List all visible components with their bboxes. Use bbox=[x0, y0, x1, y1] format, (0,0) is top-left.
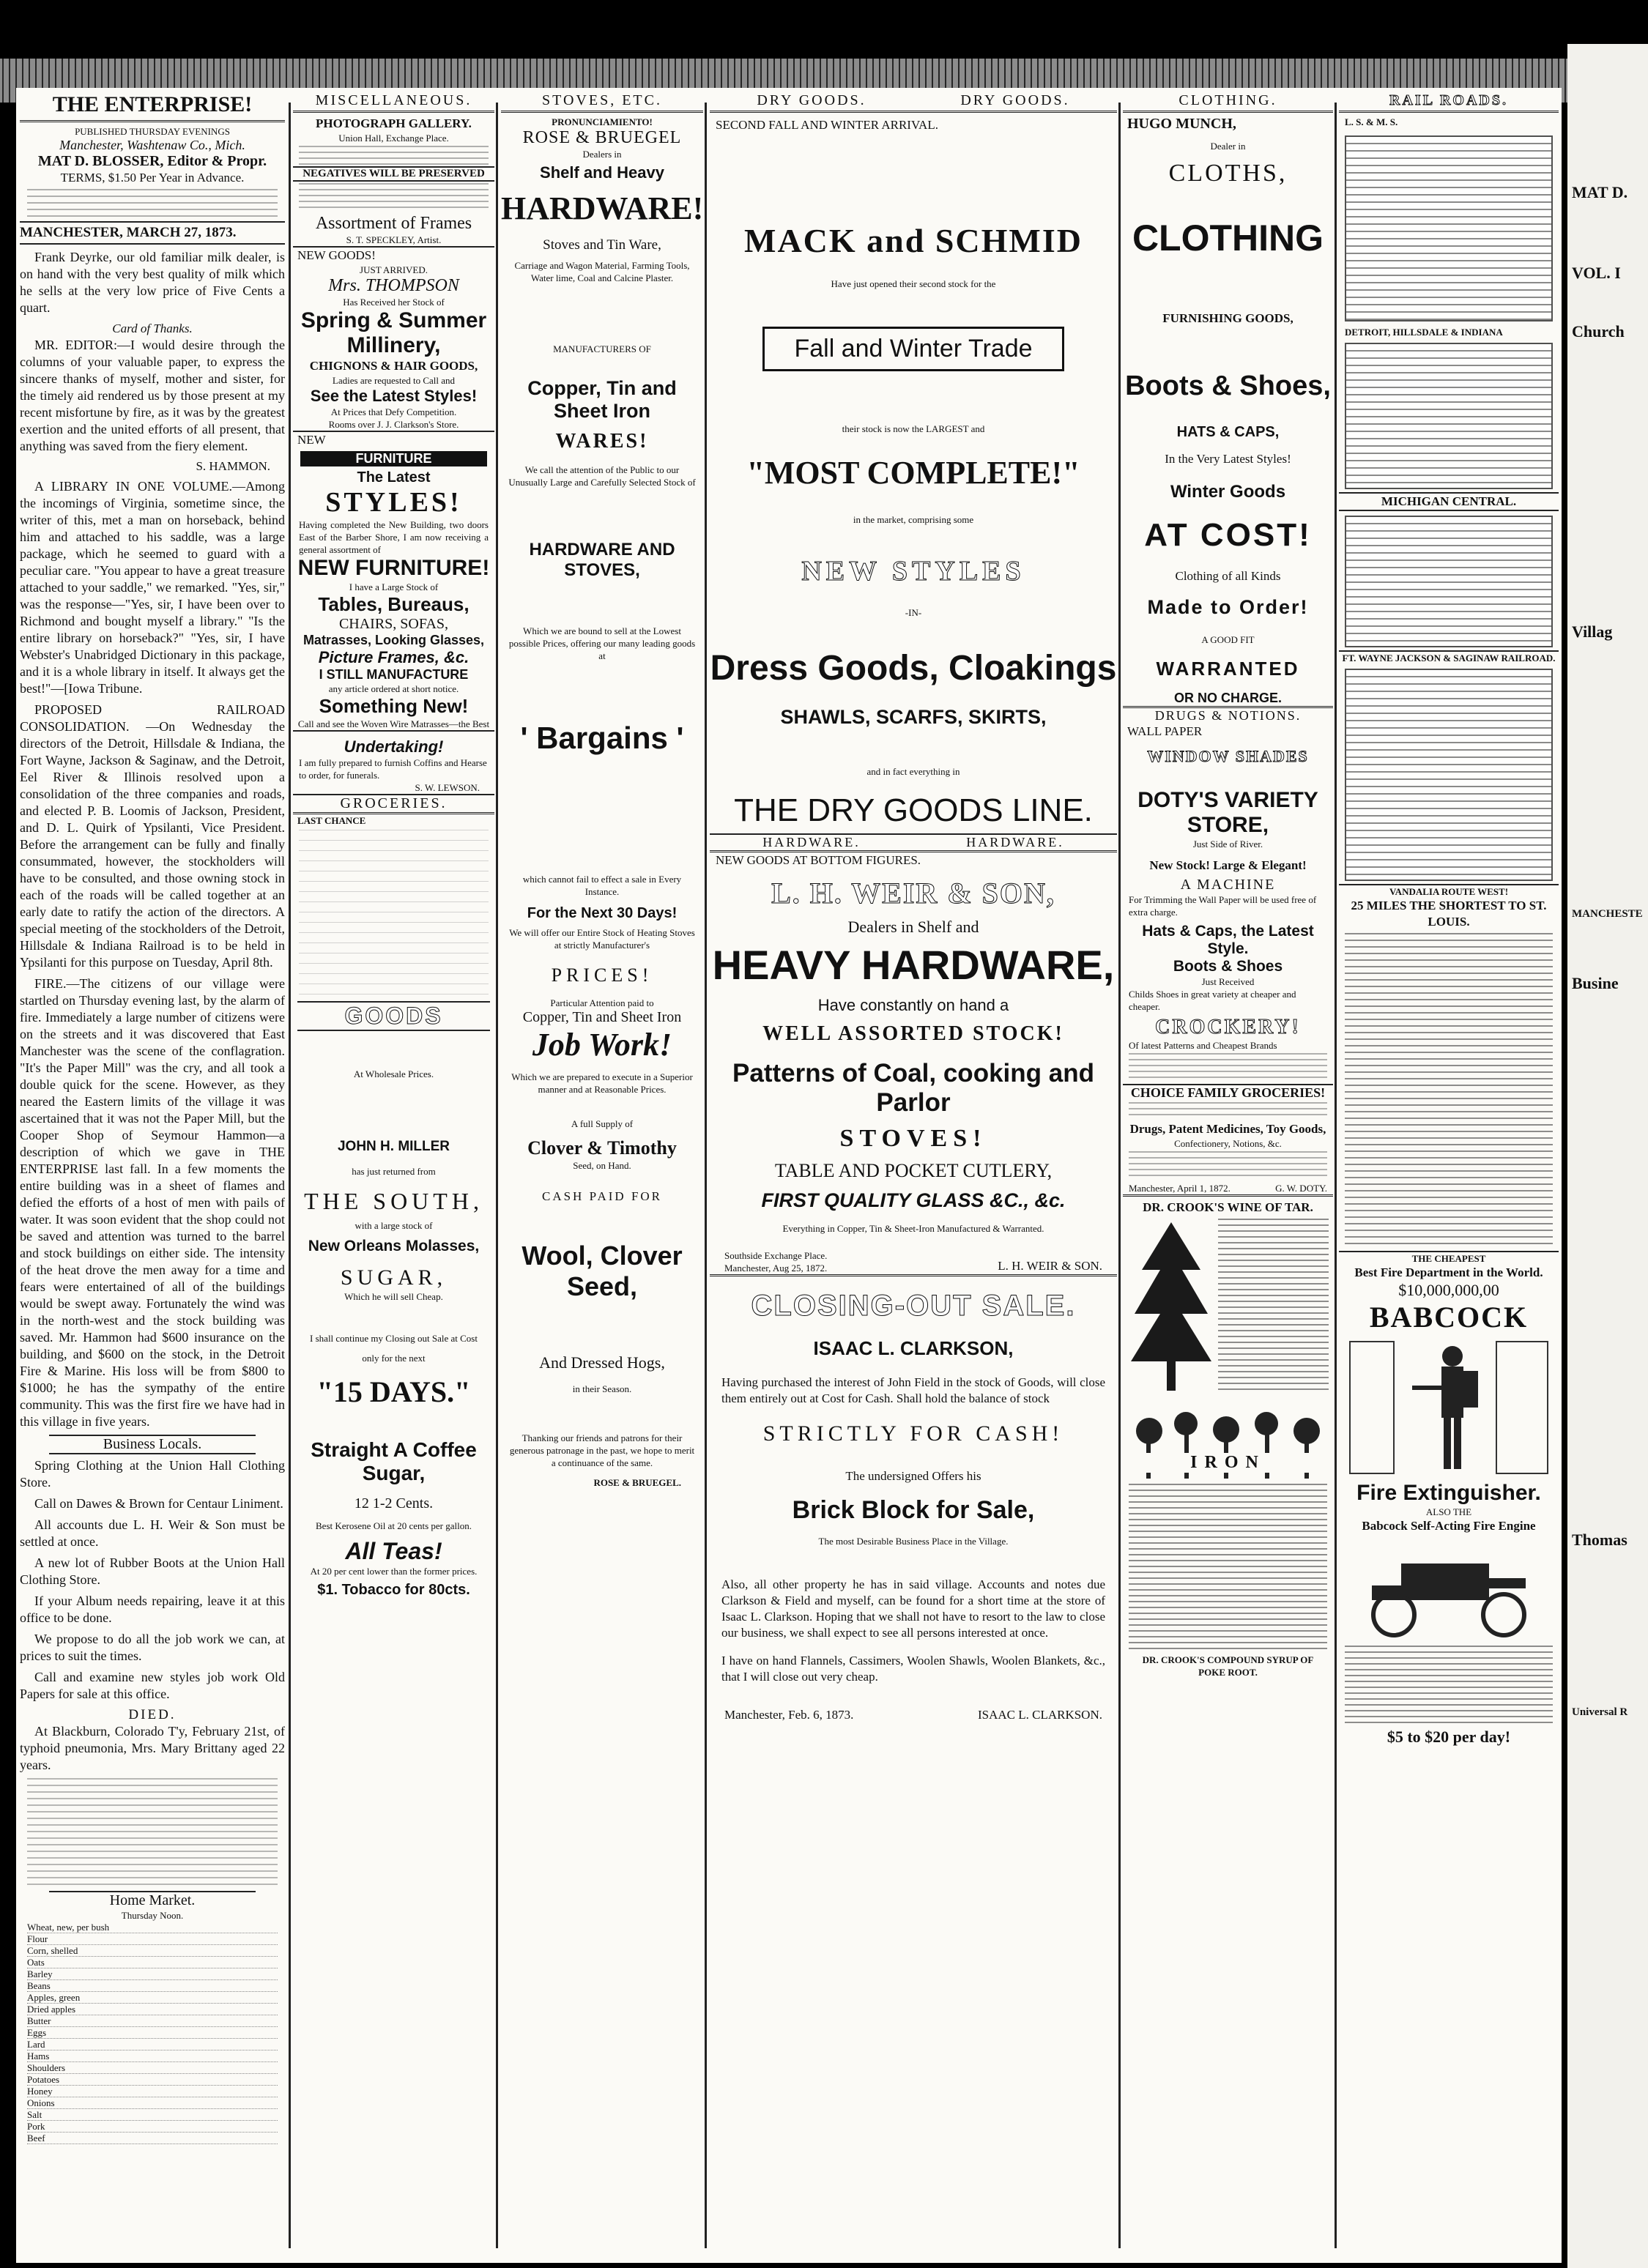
best-fire-dept: Best Fire Department in the World. bbox=[1354, 1265, 1543, 1279]
any-article: any article ordered at short notice. bbox=[328, 683, 459, 694]
fire-extinguisher: Fire Extinguisher. bbox=[1356, 1481, 1541, 1505]
died-head: DIED. bbox=[128, 1707, 177, 1722]
shawls-line: SHAWLS, SCARFS, SKIRTS, bbox=[780, 706, 1047, 728]
patterns-line: Patterns of Coal, cooking and Parlor bbox=[732, 1059, 1094, 1117]
lsms-timetable bbox=[1339, 128, 1559, 326]
confectionery: Confectionery, Notions, &c. bbox=[1174, 1138, 1282, 1149]
clothing-header: CLOTHING. bbox=[1123, 88, 1333, 113]
engine-fineprint bbox=[1345, 1646, 1553, 1726]
weir-place-date bbox=[724, 1249, 827, 1274]
iron-fineprint bbox=[1129, 1484, 1327, 1652]
weir-son: L. H. WEIR & SON, bbox=[771, 877, 1055, 910]
negatives-line: NEGATIVES WILL BE PRESERVED bbox=[293, 166, 494, 182]
home-market-sub: Thursday Noon. bbox=[121, 1910, 184, 1921]
hardware-title: HARDWARE! bbox=[501, 190, 703, 226]
everything-in: and in fact everything in bbox=[866, 766, 960, 777]
pine-tree-illustration bbox=[1127, 1219, 1215, 1394]
something-new: Something New! bbox=[319, 695, 469, 717]
clarkson-name: ISAAC L. CLARKSON, bbox=[813, 1337, 1014, 1359]
most-complete: "MOST COMPLETE!" bbox=[746, 455, 1080, 491]
market-item: Barley bbox=[27, 1968, 278, 1980]
dry-goods-line: THE DRY GOODS LINE. bbox=[734, 792, 1093, 828]
last-chance: LAST CHANCE bbox=[297, 815, 366, 826]
market-item: Onions bbox=[27, 2097, 278, 2109]
latest-patterns: Of latest Patterns and Cheapest Brands bbox=[1129, 1040, 1277, 1051]
picture-frames-line: Picture Frames, &c. bbox=[318, 648, 469, 666]
ftwayne-table-grid bbox=[1345, 669, 1553, 881]
engine-illustration-box bbox=[1339, 1534, 1559, 1644]
column-clothing bbox=[1123, 88, 1333, 2219]
furniture-banner: FURNITURE bbox=[300, 451, 487, 466]
publication-line: PUBLISHED THURSDAY EVENINGS bbox=[75, 126, 230, 137]
column-enterprise bbox=[20, 88, 285, 2219]
business-locals-head: Business Locals. bbox=[49, 1435, 256, 1454]
drygoods-header bbox=[710, 88, 1117, 113]
railroads-header: RAIL ROADS. bbox=[1339, 88, 1559, 113]
frames-line: Assortment of Frames bbox=[315, 214, 472, 233]
manufacturers-of: MANUFACTURERS OF bbox=[553, 343, 651, 354]
continue-line: I shall continue my Closing out Sale at Cost bbox=[310, 1333, 478, 1344]
local-3: All accounts due L. H. Weir & Son must be settled at once. bbox=[20, 1517, 285, 1549]
at-cost: AT COST! bbox=[1144, 517, 1312, 553]
shelf-heavy: Shelf and Heavy bbox=[540, 163, 664, 182]
news-fire: FIRE.—The citizens of our village were startled on Thursday evening last, by the alarm of fire. Immediately a large number of citizens were on the streets and it was discovered that East Manchester was the scene of the conflagration. "It's the Paper Mill" was the cry, and all took a double quick for the scene. However, as they neared the Eastern limits of the village it was ascertained that it was not the Paper Mill, but the Cooper Shop of Seymour Hammon—a description of which we gave in THE ENTERPRISE last fall. In a few moments the entire building was in a sheet of flames and defied the efforts of a host of men with pails of water. It was soon evident that the shop could not be saved and attention was turned to the barrel and stock buildings on either side. The intensity of the heat drove the men away for a time and fears were entertained of all of the buildings would be swept away. Fortunately the wind was in the north-west and the stock building was saved. Mr. Hammon had $600 insurance on the building, and $600 on the stock, in the Detroit Fire & Marine. His loss will be from $800 to $1000; he has the sympathy of the entire community. This was the first fire we have had in this village in five years. bbox=[20, 976, 285, 1429]
drygoods-header-right: DRY GOODS. bbox=[960, 92, 1070, 108]
stoves-tinware: Stoves and Tin Ware, bbox=[543, 237, 661, 253]
undertaking-text: I am fully prepared to furnish Coffins and Hearse to order, for funerals. bbox=[299, 757, 487, 781]
local-7: Call and examine new styles job work Old Papers for sale at this office. bbox=[20, 1670, 285, 1701]
boots-shoes-2: Boots & Shoes bbox=[1173, 958, 1283, 975]
hats-caps-latest: Hats & Caps, the Latest Style. bbox=[1142, 923, 1314, 957]
bargains-title: ' Bargains ' bbox=[520, 721, 684, 755]
market-item: Shoulders bbox=[27, 2062, 278, 2074]
attention-text: We call the attention of the Public to our Unusually Large and Carefully Selected Stock of bbox=[508, 464, 696, 488]
clarkson-date: Manchester, Feb. 6, 1873. bbox=[724, 1708, 854, 1722]
dealer-in: Dealer in bbox=[1210, 141, 1246, 152]
dealers-shelf: Dealers in Shelf and bbox=[847, 918, 979, 936]
weir-date: Manchester, Aug 25, 1872. bbox=[724, 1263, 828, 1274]
weir-signature: L. H. WEIR & SON. bbox=[998, 1259, 1102, 1273]
choice-groceries: CHOICE FAMILY GROCERIES! bbox=[1123, 1084, 1333, 1101]
home-market-head: Home Market. bbox=[49, 1891, 256, 1909]
column-dry-goods bbox=[710, 88, 1117, 2219]
hugo-munch: HUGO MUNCH, bbox=[1127, 116, 1236, 132]
new-furniture-title: NEW FURNITURE! bbox=[297, 556, 490, 580]
price-per-day: $5 to $20 per day! bbox=[1387, 1728, 1511, 1746]
iron-illustration bbox=[1127, 1402, 1329, 1482]
large-stock: I have a Large Stock of bbox=[349, 581, 439, 592]
hardware-right: HARDWARE. bbox=[966, 835, 1064, 849]
crooks-wine-title: DR. CROOK'S WINE OF TAR. bbox=[1143, 1200, 1313, 1214]
having-purchased: Having purchased the interest of John Field in the stock of Goods, will close them entirely out at Cost for Cash. Shall hold the balance of stock bbox=[721, 1375, 1105, 1405]
drugs-notions: DRUGS & NOTIONS. bbox=[1154, 708, 1302, 723]
full-supply: A full Supply of bbox=[571, 1118, 634, 1129]
market-list bbox=[20, 1922, 285, 2144]
cheapest-line: THE CHEAPEST bbox=[1339, 1251, 1559, 1265]
wares-title: WARES! bbox=[555, 430, 649, 453]
closing-out-sale: CLOSING-OUT SALE. bbox=[751, 1290, 1076, 1322]
bound-text: Which we are bound to sell at the Lowest possible Prices, offering our many leading goods at bbox=[508, 625, 696, 661]
newspaper-sheet bbox=[16, 88, 1562, 2263]
rooms-line: Rooms over J. J. Clarkson's Store. bbox=[293, 418, 494, 432]
received-stock: Has Received her Stock of bbox=[343, 297, 445, 308]
central-table-grid bbox=[1345, 516, 1553, 647]
copper-tin: Copper, Tin and Sheet Iron bbox=[527, 377, 677, 422]
all-teas: All Teas! bbox=[345, 1538, 442, 1564]
negatives-fineprint bbox=[299, 183, 489, 212]
made-to-order: Made to Order! bbox=[1147, 596, 1309, 618]
also-the: ALSO THE bbox=[1425, 1506, 1472, 1517]
goods-title: GOODS bbox=[297, 1001, 490, 1031]
side-of-river: Just Side of River. bbox=[1192, 839, 1263, 849]
adjacent-text: Busine bbox=[1572, 974, 1619, 992]
latest-styles-line: See the Latest Styles! bbox=[310, 387, 478, 405]
market-item: Flour bbox=[27, 1933, 278, 1945]
news-milk: Frank Deyrke, our old familiar milk dealer, is on hand with the very best quality of milk which he sells at the very low price of Five Cents a quart. bbox=[20, 250, 285, 315]
adjacent-text: MAT D. bbox=[1572, 183, 1628, 201]
market-item: Eggs bbox=[27, 2027, 278, 2039]
ladies-line: Ladies are requested to Call and bbox=[332, 375, 456, 386]
market-item: Wheat, new, per bush bbox=[27, 1922, 278, 1933]
card-of-thanks-head: Card of Thanks. bbox=[112, 321, 193, 335]
hats-caps: HATS & CAPS, bbox=[1176, 424, 1280, 440]
hardware-subheader bbox=[710, 833, 1117, 852]
second-arrival: SECOND FALL AND WINTER ARRIVAL. bbox=[716, 118, 938, 132]
hardware-left: HARDWARE. bbox=[762, 835, 861, 849]
cash-paid: CASH PAID FOR bbox=[541, 1189, 663, 1203]
stock-of: with a large stock of bbox=[355, 1220, 433, 1231]
market-item: Lard bbox=[27, 2039, 278, 2051]
fall-winter-box bbox=[710, 327, 1117, 371]
rose-bruegel-sig: ROSE & BRUEGEL. bbox=[593, 1477, 681, 1488]
prices-defy: At Prices that Defy Competition. bbox=[330, 406, 457, 417]
clothing-title: CLOTHING bbox=[1132, 217, 1324, 259]
also-property: Also, all other property he has in said village. Accounts and notes due Clarkson & Field and myself, can be found for a short time at the store of Isaac L. Clarkson. Hoping that we shall not have to resort to the law to close our business, we shall expect to see all persons interested at once. bbox=[721, 1577, 1105, 1640]
clarkson-footer bbox=[710, 1707, 1117, 1723]
news-card-of-thanks: MR. EDITOR:—I would desire through the columns of your valuable paper, to express the sincere thanks of myself, mother and sister, for the timely aid rendered us by those present at my recent misfortune by fire, as it was by the greatest exertion and the united efforts of all present, that anything was saved from the fiery element. bbox=[20, 338, 285, 453]
no-charge: OR NO CHARGE. bbox=[1123, 691, 1333, 708]
doty-fineprint bbox=[1129, 1151, 1327, 1181]
news-library: A LIBRARY IN ONE VOLUME.—Among the incomings of Virginia, sometime since, the writer of this, met a man on horseback, behind him and attached to his saddle, was a large package, which he seemed to guard with a peculiar care. "You appear to have a great treasure attached to your saddle," we remarked. "Yes, sir," was the response—"Yes, sir, I have been over to Richmond and bought myself a library." "Is the entire library on horseback?" "Yes, sir, I have Webster's Unabridged Dictionary in this package, and it is a whole library in itself. It always get the best!"—[Iowa Tribune. bbox=[20, 479, 285, 696]
in-market: in the market, comprising some bbox=[853, 514, 974, 525]
gallery-sub: Union Hall, Exchange Place. bbox=[338, 133, 449, 144]
carriage-material: Carriage and Wagon Material, Farming Tools, Water lime, Coal and Calcine Plaster. bbox=[514, 260, 690, 283]
winter-goods: Winter Goods bbox=[1170, 482, 1286, 502]
adjacent-text: Villag bbox=[1572, 622, 1613, 641]
ftwayne-timetable bbox=[1339, 664, 1559, 884]
dotys-store: DOTY'S VARIETY STORE, bbox=[1137, 788, 1318, 837]
weir-place: Southside Exchange Place. bbox=[724, 1250, 828, 1261]
clover-timothy: Clover & Timothy bbox=[527, 1137, 677, 1159]
crockery-title: CROCKERY! bbox=[1155, 1016, 1301, 1038]
st-louis-line: 25 MILES THE SHORTEST TO ST. LOUIS. bbox=[1351, 899, 1547, 929]
rose-bruegel-firm: ROSE & BRUEGEL bbox=[522, 128, 682, 147]
stoves-header: STOVES, ETC. bbox=[501, 88, 703, 113]
molasses-line: New Orleans Molasses, bbox=[308, 1238, 480, 1254]
cloths-title: CLOTHS, bbox=[1168, 160, 1288, 187]
adjacent-text: Church bbox=[1572, 322, 1625, 341]
market-item: Oats bbox=[27, 1957, 278, 1968]
largest-line: their stock is now the LARGEST and bbox=[842, 423, 985, 434]
groceries-header: GROCERIES. bbox=[293, 795, 494, 814]
which-text: which cannot fail to effect a sale in Every Instance. bbox=[522, 874, 682, 897]
weir-footer bbox=[710, 1249, 1117, 1276]
flannels-line: I have on hand Flannels, Cassimers, Woolen Shawls, Woolen Blankets, &c., that I will close out very cheap. bbox=[721, 1654, 1105, 1684]
signature-hammon: S. HAMMON. bbox=[196, 459, 270, 473]
just-opened: Have just opened their second stock for the bbox=[831, 278, 996, 289]
tables-line: Tables, Bureaus, bbox=[318, 593, 469, 615]
local-5: If your Album needs repairing, leave it at this office to be done. bbox=[20, 1594, 285, 1625]
thompson-name: Mrs. THOMPSON bbox=[328, 276, 459, 295]
just-arrived: JUST ARRIVED. bbox=[360, 264, 428, 275]
stoves-title: STOVES! bbox=[839, 1125, 987, 1152]
clarkson-signature: ISAAC L. CLARKSON. bbox=[977, 1708, 1102, 1722]
market-item: Butter bbox=[27, 2015, 278, 2027]
doty-footer bbox=[1123, 1182, 1333, 1197]
adjacent-text: MANCHESTE bbox=[1572, 908, 1643, 920]
fall-winter-trade: Fall and Winter Trade bbox=[762, 327, 1064, 371]
crook-fineprint bbox=[1218, 1219, 1329, 1394]
local-1: Spring Clothing at the Union Hall Clothing Store. bbox=[20, 1458, 285, 1490]
strictly-cash: STRICTLY FOR CASH! bbox=[762, 1421, 1064, 1446]
chairs-line: CHAIRS, SOFAS, bbox=[338, 616, 449, 632]
terms-line: TERMS, $1.50 Per Year in Advance. bbox=[60, 171, 245, 185]
well-assorted: WELL ASSORTED STOCK! bbox=[762, 1022, 1064, 1045]
copper-tin-2: Copper, Tin and Sheet Iron bbox=[522, 1009, 682, 1025]
column-stoves bbox=[501, 88, 703, 2219]
market-item: Corn, shelled bbox=[27, 1945, 278, 1957]
chignons-line: CHIGNONS & HAIR GOODS, bbox=[309, 359, 478, 373]
issue-date: MANCHESTER, MARCH 27, 1873. bbox=[20, 221, 285, 245]
wall-paper: WALL PAPER bbox=[1127, 724, 1203, 738]
drygoods-header-left: DRY GOODS. bbox=[757, 92, 866, 108]
undertaking-signature: S. W. LEWSON. bbox=[293, 781, 494, 795]
dhi-table-grid bbox=[1345, 343, 1553, 489]
styles-title: STYLES! bbox=[325, 487, 462, 518]
matrasses-line: Matrasses, Looking Glasses, bbox=[302, 633, 485, 647]
new-stock: New Stock! Large & Elegant! bbox=[1149, 858, 1307, 872]
offer-text: We will offer our Entire Stock of Heating Stoves at strictly Manufacturer's bbox=[509, 927, 695, 951]
furnishing-goods: FURNISHING GOODS, bbox=[1162, 311, 1293, 325]
window-shades: WINDOW SHADES bbox=[1147, 747, 1309, 765]
groceries-fineprint bbox=[1129, 1102, 1327, 1120]
dealers-in: Dealers in bbox=[582, 149, 622, 160]
woven-wire: Call and see the Woven Wire Matrasses—the Best bbox=[293, 718, 494, 732]
just-received: Just Received bbox=[1201, 976, 1255, 987]
adjacent-text: VOL. I bbox=[1572, 264, 1621, 282]
pronunciamiento: PRONUNCIAMIENTO! bbox=[552, 116, 653, 127]
market-item: Beans bbox=[27, 1980, 278, 1992]
market-item: Hams bbox=[27, 2051, 278, 2062]
completed-text: Having completed the New Building, two doors East of the Barber Shore, I am now receiving a general assortment of bbox=[299, 519, 489, 555]
next-30-days: For the Next 30 Days! bbox=[527, 905, 678, 921]
fireman-illustration-box bbox=[1339, 1334, 1559, 1481]
cents-line: 12 1-2 Cents. bbox=[354, 1495, 434, 1512]
heavy-hardware: HEAVY HARDWARE, bbox=[712, 942, 1115, 988]
poem-fineprint bbox=[27, 1778, 278, 1888]
fifteen-days: "15 DAYS." bbox=[316, 1375, 471, 1408]
ftwayne-title: FT. WAYNE JACKSON & SAGINAW RAILROAD. bbox=[1339, 650, 1559, 664]
childs-shoes: Childs Shoes in great variety at cheaper and cheaper. bbox=[1129, 989, 1296, 1012]
died-notice: At Blackburn, Colorado T'y, February 21st, of typhoid pneumonia, Mrs. Mary Brittany aged 22 years. bbox=[20, 1724, 285, 1772]
trimming-text: For Trimming the Wall Paper will be used free of extra charge. bbox=[1129, 894, 1317, 918]
warranted: WARRANTED bbox=[1156, 658, 1300, 680]
column-miscellaneous bbox=[293, 88, 494, 2219]
undersigned-line: The undersigned Offers his bbox=[845, 1469, 981, 1483]
sugar-title: SUGAR, bbox=[340, 1265, 448, 1290]
local-6: We propose to do all the job work we can, at prices to suit the times. bbox=[20, 1632, 285, 1663]
new-goods: NEW GOODS! bbox=[297, 248, 376, 262]
drugs-patent: Drugs, Patent Medicines, Toy Goods, bbox=[1129, 1122, 1326, 1136]
column-rule bbox=[289, 103, 291, 2248]
wool-clover: Wool, Clover Seed, bbox=[522, 1241, 683, 1301]
market-item: Salt bbox=[27, 2109, 278, 2121]
constantly-line: Have constantly on hand a bbox=[817, 996, 1009, 1014]
column-railroads bbox=[1339, 88, 1559, 2219]
wholesale-prices: At Wholesale Prices. bbox=[353, 1068, 434, 1079]
particular-attention: Particular Attention paid to bbox=[550, 997, 654, 1008]
fire-engine-illustration bbox=[1343, 1534, 1555, 1644]
cutlery-line: TABLE AND POCKET CUTLERY, bbox=[774, 1160, 1053, 1181]
editor-line: MAT D. BLOSSER, Editor & Propr. bbox=[37, 153, 267, 169]
dress-goods: Dress Goods, Cloakings bbox=[710, 649, 1117, 688]
vandalia-title: VANDALIA ROUTE WEST! bbox=[1339, 884, 1559, 898]
new-goods-bottom: NEW GOODS AT BOTTOM FIGURES. bbox=[716, 853, 921, 867]
doty-date: Manchester, April 1, 1872. bbox=[1129, 1183, 1231, 1194]
very-latest: In the Very Latest Styles! bbox=[1165, 452, 1291, 466]
in-line: -IN- bbox=[905, 607, 922, 618]
new-styles-title: NEW STYLES bbox=[801, 556, 1025, 587]
gallery-fineprint bbox=[299, 146, 489, 165]
desirable-place: The most Desirable Business Place in the Village. bbox=[818, 1536, 1009, 1547]
coffee-sugar: Straight A Coffee Sugar, bbox=[311, 1438, 477, 1484]
market-item: Pork bbox=[27, 2121, 278, 2133]
copper-warranted: Everything in Copper, Tin & Sheet-Iron Manufactured & Warranted. bbox=[782, 1223, 1044, 1234]
south-title: THE SOUTH, bbox=[304, 1188, 483, 1214]
tobacco-line: $1. Tobacco for 80cts. bbox=[317, 1582, 470, 1598]
column-rule bbox=[1335, 103, 1337, 2248]
rates-fineprint bbox=[27, 189, 278, 218]
market-item: Dried apples bbox=[27, 2004, 278, 2015]
news-railroad: PROPOSED RAILROAD CONSOLIDATION. —On Wednesday the directors of the Detroit, Hillsdale & Indiana, the Fort Wayne, Jackson & Saginaw, and the Detroit, Eel River & Illinois resolved upon a consolidation of the three companies and roads, and elected P. B. Loomis of Jackson, President, and D. L. Quirk of Ypsilanti, Vice President. Before the arrangement can be fully and finally consummated, however, the stockholders will have to be consulted, and those owning stock in each of the roads will be called together at an early date to ratify the action of the directors. A special meeting of the stockholders of the Detroit, Hillsdale & Indiana Railroad is to be held in Ypsilanti for this purpose on Tuesday, April 8th. bbox=[20, 702, 285, 970]
first-quality: FIRST QUALITY GLASS &C., &c. bbox=[761, 1189, 1066, 1211]
returned-line: has just returned from bbox=[352, 1166, 436, 1177]
thanks-text: Thanking our friends and patrons for their generous patronage in the past, we hope to merit a continuance of the same. bbox=[509, 1432, 695, 1468]
good-fit: A GOOD FIT bbox=[1201, 634, 1255, 645]
misc-header: MISCELLANEOUS. bbox=[293, 88, 494, 113]
column-rule bbox=[496, 103, 498, 2248]
teas-sub: At 20 per cent lower than the former prices. bbox=[310, 1566, 478, 1577]
adjacent-page-strip bbox=[1567, 44, 1648, 2268]
market-item: Honey bbox=[27, 2086, 278, 2097]
new-line: NEW bbox=[297, 433, 326, 447]
vandalia-fineprint bbox=[1345, 933, 1553, 1248]
central-timetable bbox=[1339, 511, 1559, 650]
millinery-title: Spring & Summer Millinery, bbox=[300, 308, 487, 357]
dressed-hogs: And Dressed Hogs, bbox=[539, 1353, 665, 1372]
brick-block: Brick Block for Sale, bbox=[792, 1496, 1035, 1524]
kerosene-line: Best Kerosene Oil at 20 cents per gallon. bbox=[316, 1520, 472, 1531]
dhi-title: DETROIT, HILLSDALE & INDIANA bbox=[1345, 327, 1503, 338]
iron-word: IRON bbox=[1127, 1453, 1329, 1473]
faded-area bbox=[299, 830, 489, 998]
ten-million: $10,000,000,00 bbox=[1398, 1281, 1499, 1299]
undertaking-title: Undertaking! bbox=[344, 737, 444, 756]
market-item: Apples, green bbox=[27, 1992, 278, 2004]
doty-signature: G. W. DOTY. bbox=[1275, 1183, 1327, 1194]
gallery-title: PHOTOGRAPH GALLERY. bbox=[316, 116, 472, 130]
hardware-stoves: HARDWARE AND STOVES, bbox=[529, 540, 675, 580]
manufacture-line: I STILL MANUFACTURE bbox=[319, 667, 469, 682]
in-season: in their Season. bbox=[572, 1383, 632, 1394]
lsms-title: L. S. & M. S. bbox=[1345, 116, 1398, 127]
lsms-table-grid bbox=[1345, 135, 1553, 321]
publication-place: Manchester, Washtenaw Co., Mich. bbox=[59, 138, 245, 152]
adjacent-text: Thomas bbox=[1572, 1531, 1627, 1549]
boots-shoes: Boots & Shoes, bbox=[1125, 371, 1331, 401]
babcock-title: BABCOCK bbox=[1369, 1301, 1529, 1334]
prices-title: PRICES! bbox=[551, 964, 653, 986]
michigan-central-title: MICHIGAN CENTRAL. bbox=[1339, 492, 1559, 511]
local-4: A new lot of Rubber Boots at the Union Hall Clothing Store. bbox=[20, 1555, 285, 1587]
cheap-line: Which he will sell Cheap. bbox=[344, 1291, 443, 1302]
crook-ad-body bbox=[1123, 1219, 1333, 1402]
which-2: Which we are prepared to execute in a Superior manner and at Reasonable Prices. bbox=[511, 1071, 693, 1095]
local-2: Call on Dawes & Brown for Centaur Liniment. bbox=[34, 1496, 283, 1511]
self-acting-engine: Babcock Self-Acting Fire Engine bbox=[1362, 1519, 1536, 1533]
seed-on-hand: Seed, on Hand. bbox=[573, 1160, 631, 1171]
job-work-title: Job Work! bbox=[532, 1027, 672, 1063]
only-line: only for the next bbox=[362, 1353, 426, 1364]
poke-root-line: DR. CROOK'S COMPOUND SYRUP OF POKE ROOT. bbox=[1142, 1654, 1314, 1678]
mack-schmid: MACK and SCHMID bbox=[744, 222, 1083, 259]
fireman-illustration bbox=[1343, 1334, 1555, 1481]
a-machine: A MACHINE bbox=[1180, 877, 1276, 893]
adjacent-text: Universal R bbox=[1572, 1706, 1628, 1718]
miller-name: JOHN H. MILLER bbox=[337, 1139, 450, 1154]
column-rule bbox=[1118, 103, 1121, 2248]
market-item: Beef bbox=[27, 2133, 278, 2144]
frames-signature: S. T. SPECKLEY, Artist. bbox=[293, 234, 494, 248]
the-latest: The Latest bbox=[357, 469, 431, 486]
dhi-timetable bbox=[1339, 338, 1559, 492]
market-item: Potatoes bbox=[27, 2074, 278, 2086]
masthead-title: THE ENTERPRISE! bbox=[20, 88, 285, 122]
column-rule bbox=[705, 103, 707, 2248]
crockery-fineprint bbox=[1129, 1053, 1327, 1082]
all-kinds: Clothing of all Kinds bbox=[1175, 569, 1281, 583]
